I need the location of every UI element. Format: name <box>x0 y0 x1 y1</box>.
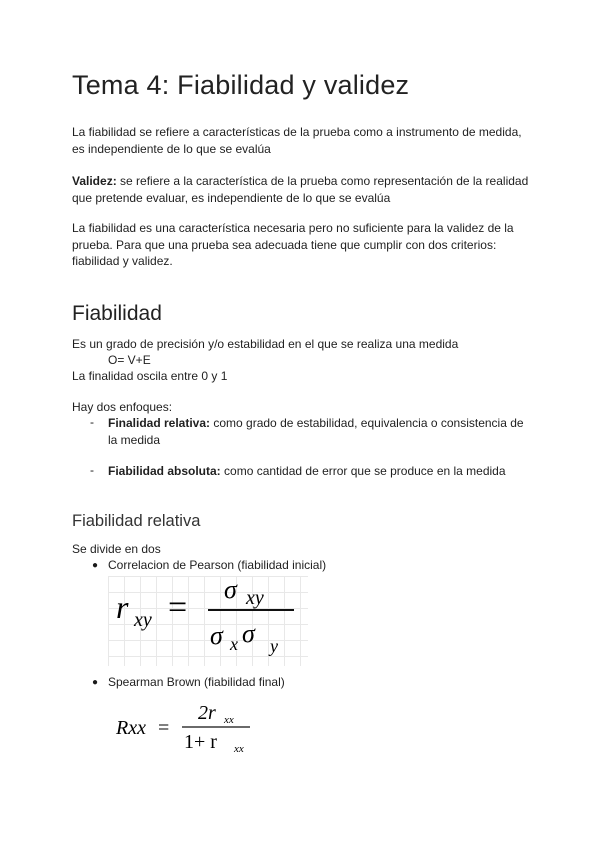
eq1-equals: = <box>168 589 188 626</box>
bullet-icon: ● <box>92 677 99 688</box>
eq2-lhs: Rxx <box>116 717 146 739</box>
fiabilidad-range: La finalidad oscila entre 0 y 1 <box>72 369 228 383</box>
bullet-item-spearman-brown: Spearman Brown (fiabilidad final) <box>108 675 285 689</box>
list-item-finalidad-relativa <box>108 415 528 448</box>
eq2-equals: = <box>158 717 170 739</box>
intro-paragraph-validez <box>72 173 532 206</box>
pearson-equation-svg <box>108 576 308 666</box>
eq1-num-sub: xy <box>246 587 264 609</box>
eq2-den-sub: xx <box>234 743 244 755</box>
validez-text: se refiere a la característica de la prueba como representación de la realidad que pretende evaluar, es independiente de lo que se evalúa <box>72 174 529 205</box>
eq2-num: 2r <box>198 702 216 724</box>
eq1-num: σ <box>224 576 237 604</box>
item-text: como cantidad de error que se produce en la medida <box>220 464 506 478</box>
relativa-intro: Se divide en dos <box>72 542 161 556</box>
heading-fiabilidad: Fiabilidad <box>72 302 162 325</box>
enfoques-intro: Hay dos enfoques: <box>72 400 173 414</box>
intro-paragraph-criterios: La fiabilidad es una característica necesaria pero no suficiente para la validez de la prueba. Para que una prueba sea adecuada tiene que cumplir con dos criterios: fiabilidad y validez. <box>72 221 514 268</box>
list-dash: - <box>90 463 94 477</box>
eq2-den: 1+ r <box>184 731 217 753</box>
intro-paragraph-fiabilidad: La fiabilidad se refiere a características de la prueba como a instrumento de medida, es independiente de lo que se evalúa <box>72 125 522 156</box>
list-item-fiabilidad-absoluta <box>108 463 528 480</box>
item-label: Fiabilidad absoluta: <box>108 464 221 478</box>
bullet-icon: ● <box>92 560 99 571</box>
heading-fiabilidad-relativa: Fiabilidad relativa <box>72 512 201 530</box>
spearman-brown-equation-svg <box>112 696 262 760</box>
eq1-den1-sub: x <box>230 634 238 654</box>
pearson-equation-image <box>108 576 308 666</box>
eq1-den2-sub: y <box>270 636 278 656</box>
bullet-item-pearson: Correlacion de Pearson (fiabilidad inicial) <box>108 558 327 572</box>
page-title: Tema 4: Fiabilidad y validez <box>72 70 410 100</box>
item-label: Finalidad relativa: <box>108 416 211 430</box>
fiabilidad-definition: Es un grado de precisión y/o estabilidad en el que se realiza una medida <box>72 337 459 351</box>
fiabilidad-formula: O= V+E <box>108 353 151 367</box>
spearman-brown-equation-image <box>112 696 262 760</box>
item-text: como grado de estabilidad, equivalencia o consistencia de la medida <box>108 416 524 447</box>
eq1-den1: σ <box>210 621 223 650</box>
eq1-lhs: r <box>116 589 129 625</box>
validez-label: Validez: <box>72 174 117 188</box>
eq2-num-sub: xx <box>224 714 234 726</box>
eq1-lhs-sub: xy <box>134 609 152 631</box>
eq1-den2: σ <box>242 619 255 648</box>
list-dash: - <box>90 415 94 429</box>
